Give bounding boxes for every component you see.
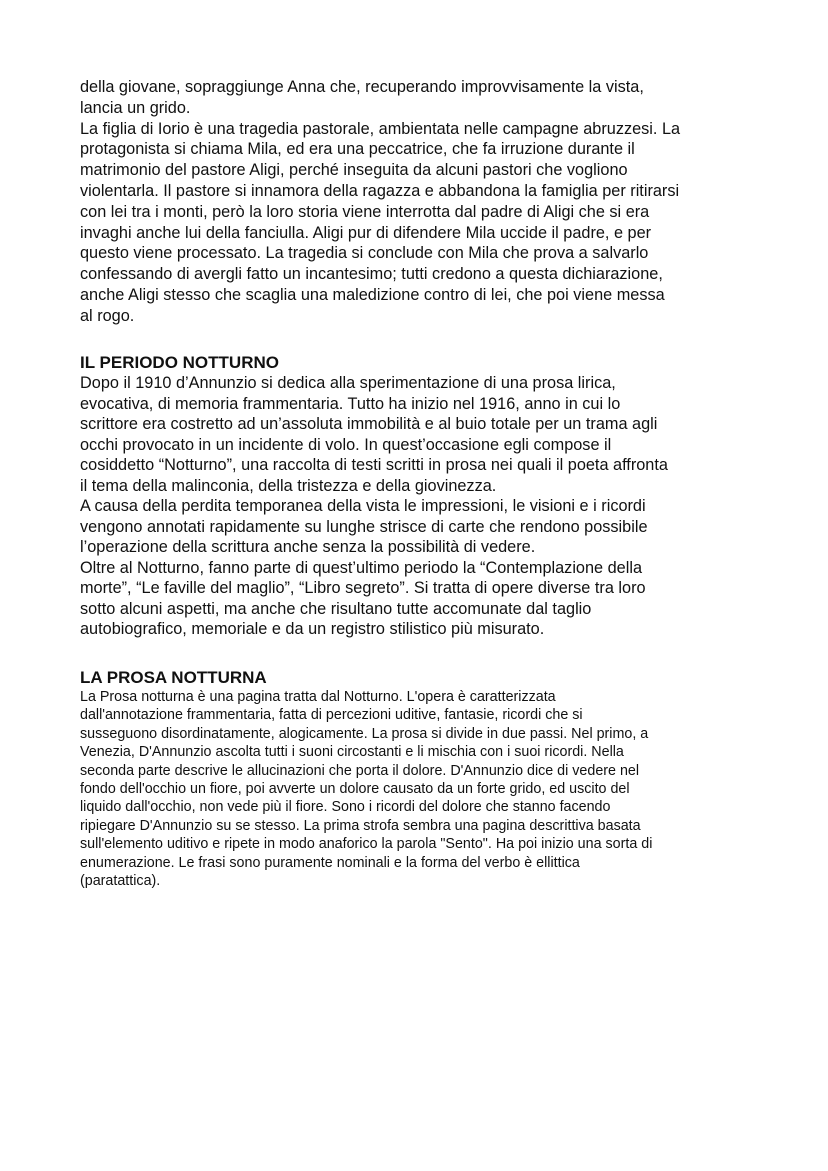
paragraph-line: morte”, “Le faville del maglio”, “Libro segreto”. Si tratta di opere diverse tra loro [80, 579, 646, 597]
paragraph-line: matrimonio del pastore Aligi, perché inseguita da alcuni pastori che vogliono [80, 161, 628, 180]
paragraph-line: al rogo. [80, 306, 135, 325]
paragraph-line: anche Aligi stesso che scaglia una maledizione contro di lei, che poi viene messa [80, 285, 665, 304]
paragraph-line: protagonista si chiama Mila, ed era una peccatrice, che fa irruzione durante il [80, 140, 635, 159]
heading-prosa-notturna: LA PROSA NOTTURNA [80, 668, 267, 687]
paragraph-line: sull'elemento uditivo e ripete in modo anaforico la parola "Sento". Ha poi inizio una sorta di [80, 836, 653, 853]
paragraph-line: Oltre al Notturno, fanno parte di quest’ultimo periodo la “Contemplazione della [80, 558, 643, 577]
paragraph-line: occhi provocato in un incidente di volo. In quest’occasione egli compose il [80, 435, 612, 454]
paragraph-line: cosiddetto “Notturno”, una raccolta di testi scritti in prosa nei quali il poeta affronta [80, 456, 668, 474]
section-la-figlia-di-iorio [80, 77, 780, 327]
paragraph-line: l’operazione della scrittura anche senza la possibilità di vedere. [80, 538, 536, 556]
paragraph-line: dall'annotazione frammentaria, fatta di percezioni uditive, fantasie, ricordi che si [80, 707, 583, 724]
heading-periodo-notturno: IL PERIODO NOTTURNO [80, 353, 279, 372]
paragraph-line: violentarla. Il pastore si innamora della ragazza e abbandona la famiglia per ritirarsi [80, 181, 680, 200]
paragraph-line: scrittore era costretto ad un’assoluta immobilità e al buio totale per un trama agli [80, 415, 658, 433]
paragraph-line: confessando di avergli fatto un incantesimo; tutti credono a questa dichiarazione, [80, 265, 663, 284]
paragraph-line: liquido dall'occhio, non vede più il fiore. Sono i ricordi del dolore che stanno facendo [80, 799, 611, 816]
paragraph-line: il tema della malinconia, della tristezza e della giovinezza. [80, 476, 497, 495]
paragraph-line: sotto alcuni aspetti, ma anche che risultano tutte accomunate dal taglio [80, 599, 592, 618]
paragraph-line: autobiografico, memoriale e da un registro stilistico più misurato. [80, 620, 545, 638]
paragraph-line: seconda parte descrive le allucinazioni che porta il dolore. D'Annunzio dice di vedere nel [80, 762, 640, 779]
paragraph-line: Dopo il 1910 d’Annunzio si dedica alla sperimentazione di una prosa lirica, [80, 374, 616, 392]
paragraph-line: fondo dell'occhio un fiore, poi avverte un dolore causato da un forte grido, ed uscito del [80, 781, 630, 798]
paragraph-line: (paratattica). [80, 873, 161, 890]
paragraph-line: con lei tra i monti, però la loro storia viene interrotta dal padre di Aligi che si era [80, 202, 650, 221]
paragraph-line: enumerazione. Le frasi sono puramente nominali e la forma del verbo è ellittica [80, 854, 580, 871]
paragraph-line: A causa della perdita temporanea della vista le impressioni, le visioni e i ricordi [80, 497, 646, 515]
paragraph-line: lancia un grido. [80, 98, 191, 117]
paragraph-line: susseguono disordinatamente, alogicamente. La prosa si divide in due passi. Nel primo, a [80, 725, 649, 742]
paragraph-line: Venezia, D'Annunzio ascolta tutti i suoni circostanti e li mischia con i suoi ricordi. Nella [80, 744, 624, 761]
section-prosa-notturna [80, 688, 780, 890]
paragraph-line: evocativa, di memoria frammentaria. Tutto ha inizio nel 1916, anno in cui lo [80, 394, 621, 413]
paragraph-line: ripiegare D'Annunzio su se stesso. La prima strofa sembra una pagina descrittiva basata [80, 817, 641, 834]
paragraph-line: invaghi anche lui della fanciulla. Aligi pur di difendere Mila uccide il padre, e per [80, 223, 652, 242]
paragraph-line: vengono annotati rapidamente su lunghe strisce di carte che rendono possibile [80, 517, 648, 536]
paragraph-line: La figlia di Iorio è una tragedia pastorale, ambientata nelle campagne abruzzesi. La [80, 119, 681, 138]
section-periodo-notturno [80, 373, 780, 640]
paragraph-line: questo viene processato. La tragedia si conclude con Mila che prova a salvarlo [80, 244, 649, 263]
paragraph-line: della giovane, sopraggiunge Anna che, recuperando improvvisamente la vista, [80, 78, 644, 96]
paragraph-line: La Prosa notturna è una pagina tratta dal Notturno. L'opera è caratterizzata [80, 689, 556, 705]
